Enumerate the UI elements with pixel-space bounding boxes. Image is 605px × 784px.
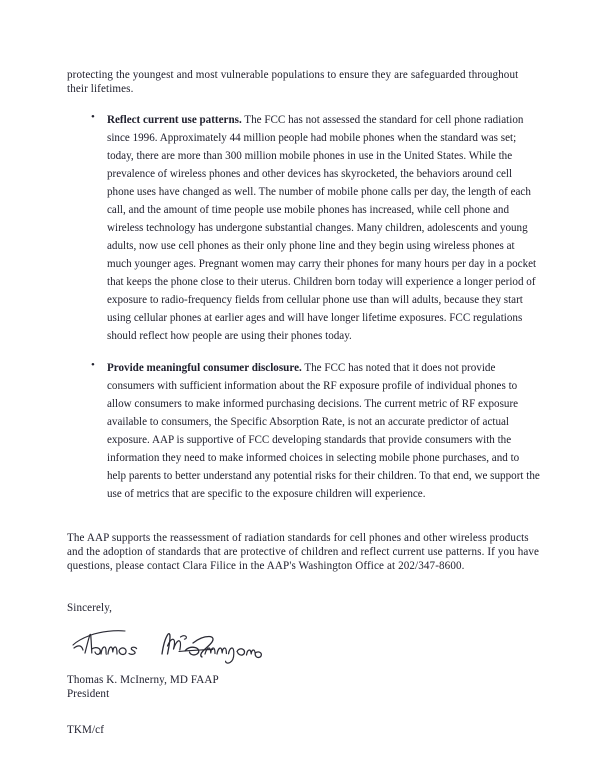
list-item	[67, 110, 541, 344]
signer-title: President	[67, 687, 110, 700]
list-item	[67, 358, 541, 502]
bullet-lead-in: Provide meaningful consumer disclosure.	[107, 362, 302, 375]
bullet-point-icon: •	[91, 111, 95, 124]
letter-body	[67, 68, 541, 737]
bullet-body: The FCC has not assessed the standard for cell phone radiation since 1996. Approximately 44 million people had mobile phones when the standard was set; today, there are more than 300 million mobile phones in use in the United States. While the prevalence of wireless phones and other devices has skyrocketed, the behaviors around cell phone uses have changed as well. The number of mobile phone calls per day, the length of each call, and the amount of time people use mobile phones has increased, while cell phone and wireless technology has undergone substantial changes. Many children, adolescents and young adults, now use cell phones as their only phone line and they begin using wireless phones at much younger ages. Pregnant women may carry their phones for many hours per day in a pocket that keeps the phone close to their uterus. Children born today will experience a longer period of exposure to radio-frequency fields from cellular phone use than will adults, because they start using cellular phones at earlier ages and will have longer lifetime exposures. FCC regulations should reflect how people are using their phones today.	[107, 114, 537, 343]
recommendations-list	[67, 110, 541, 502]
signature-block	[67, 627, 541, 701]
handwritten-signature-image	[67, 627, 267, 669]
bullet-point-icon: •	[91, 359, 95, 372]
salutation: Sincerely,	[67, 602, 113, 615]
bullet-body: The FCC has noted that it does not provide consumers with sufficient information about the RF exposure profile of individual phones to allow consumers to make informed purchasing decisions. The current metric of RF exposure available to consumers, the Specific Absorption Rate, is not an accurate predictor of actual exposure. AAP is supportive of FCC developing standards that provide consumers with the information they need to make informed choices in selecting mobile phone purchases, and to help parents to better understand any potential risks for their children. To that end, we support the use of metrics that are specific to the exposure children will experience.	[107, 362, 540, 501]
signer-name: Thomas K. McInerny, MD FAAP	[67, 673, 219, 686]
bullet-text	[107, 114, 536, 342]
bullet-lead-in: Reflect current use patterns.	[107, 114, 242, 127]
intro-paragraph: protecting the youngest and most vulnerable populations to ensure they are safeguarded throughout their lifetimes.	[67, 69, 519, 96]
closing-paragraph: The AAP supports the reassessment of radiation standards for cell phones and other wireless products and the adoption of standards that are protective of children and reflect current use patterns. If you have questions, please contact Clara Filice in the AAP's Washington Office at 202/347-8600.	[67, 532, 540, 573]
bullet-text	[107, 362, 540, 500]
typist-initials: TKM/cf	[67, 723, 105, 736]
